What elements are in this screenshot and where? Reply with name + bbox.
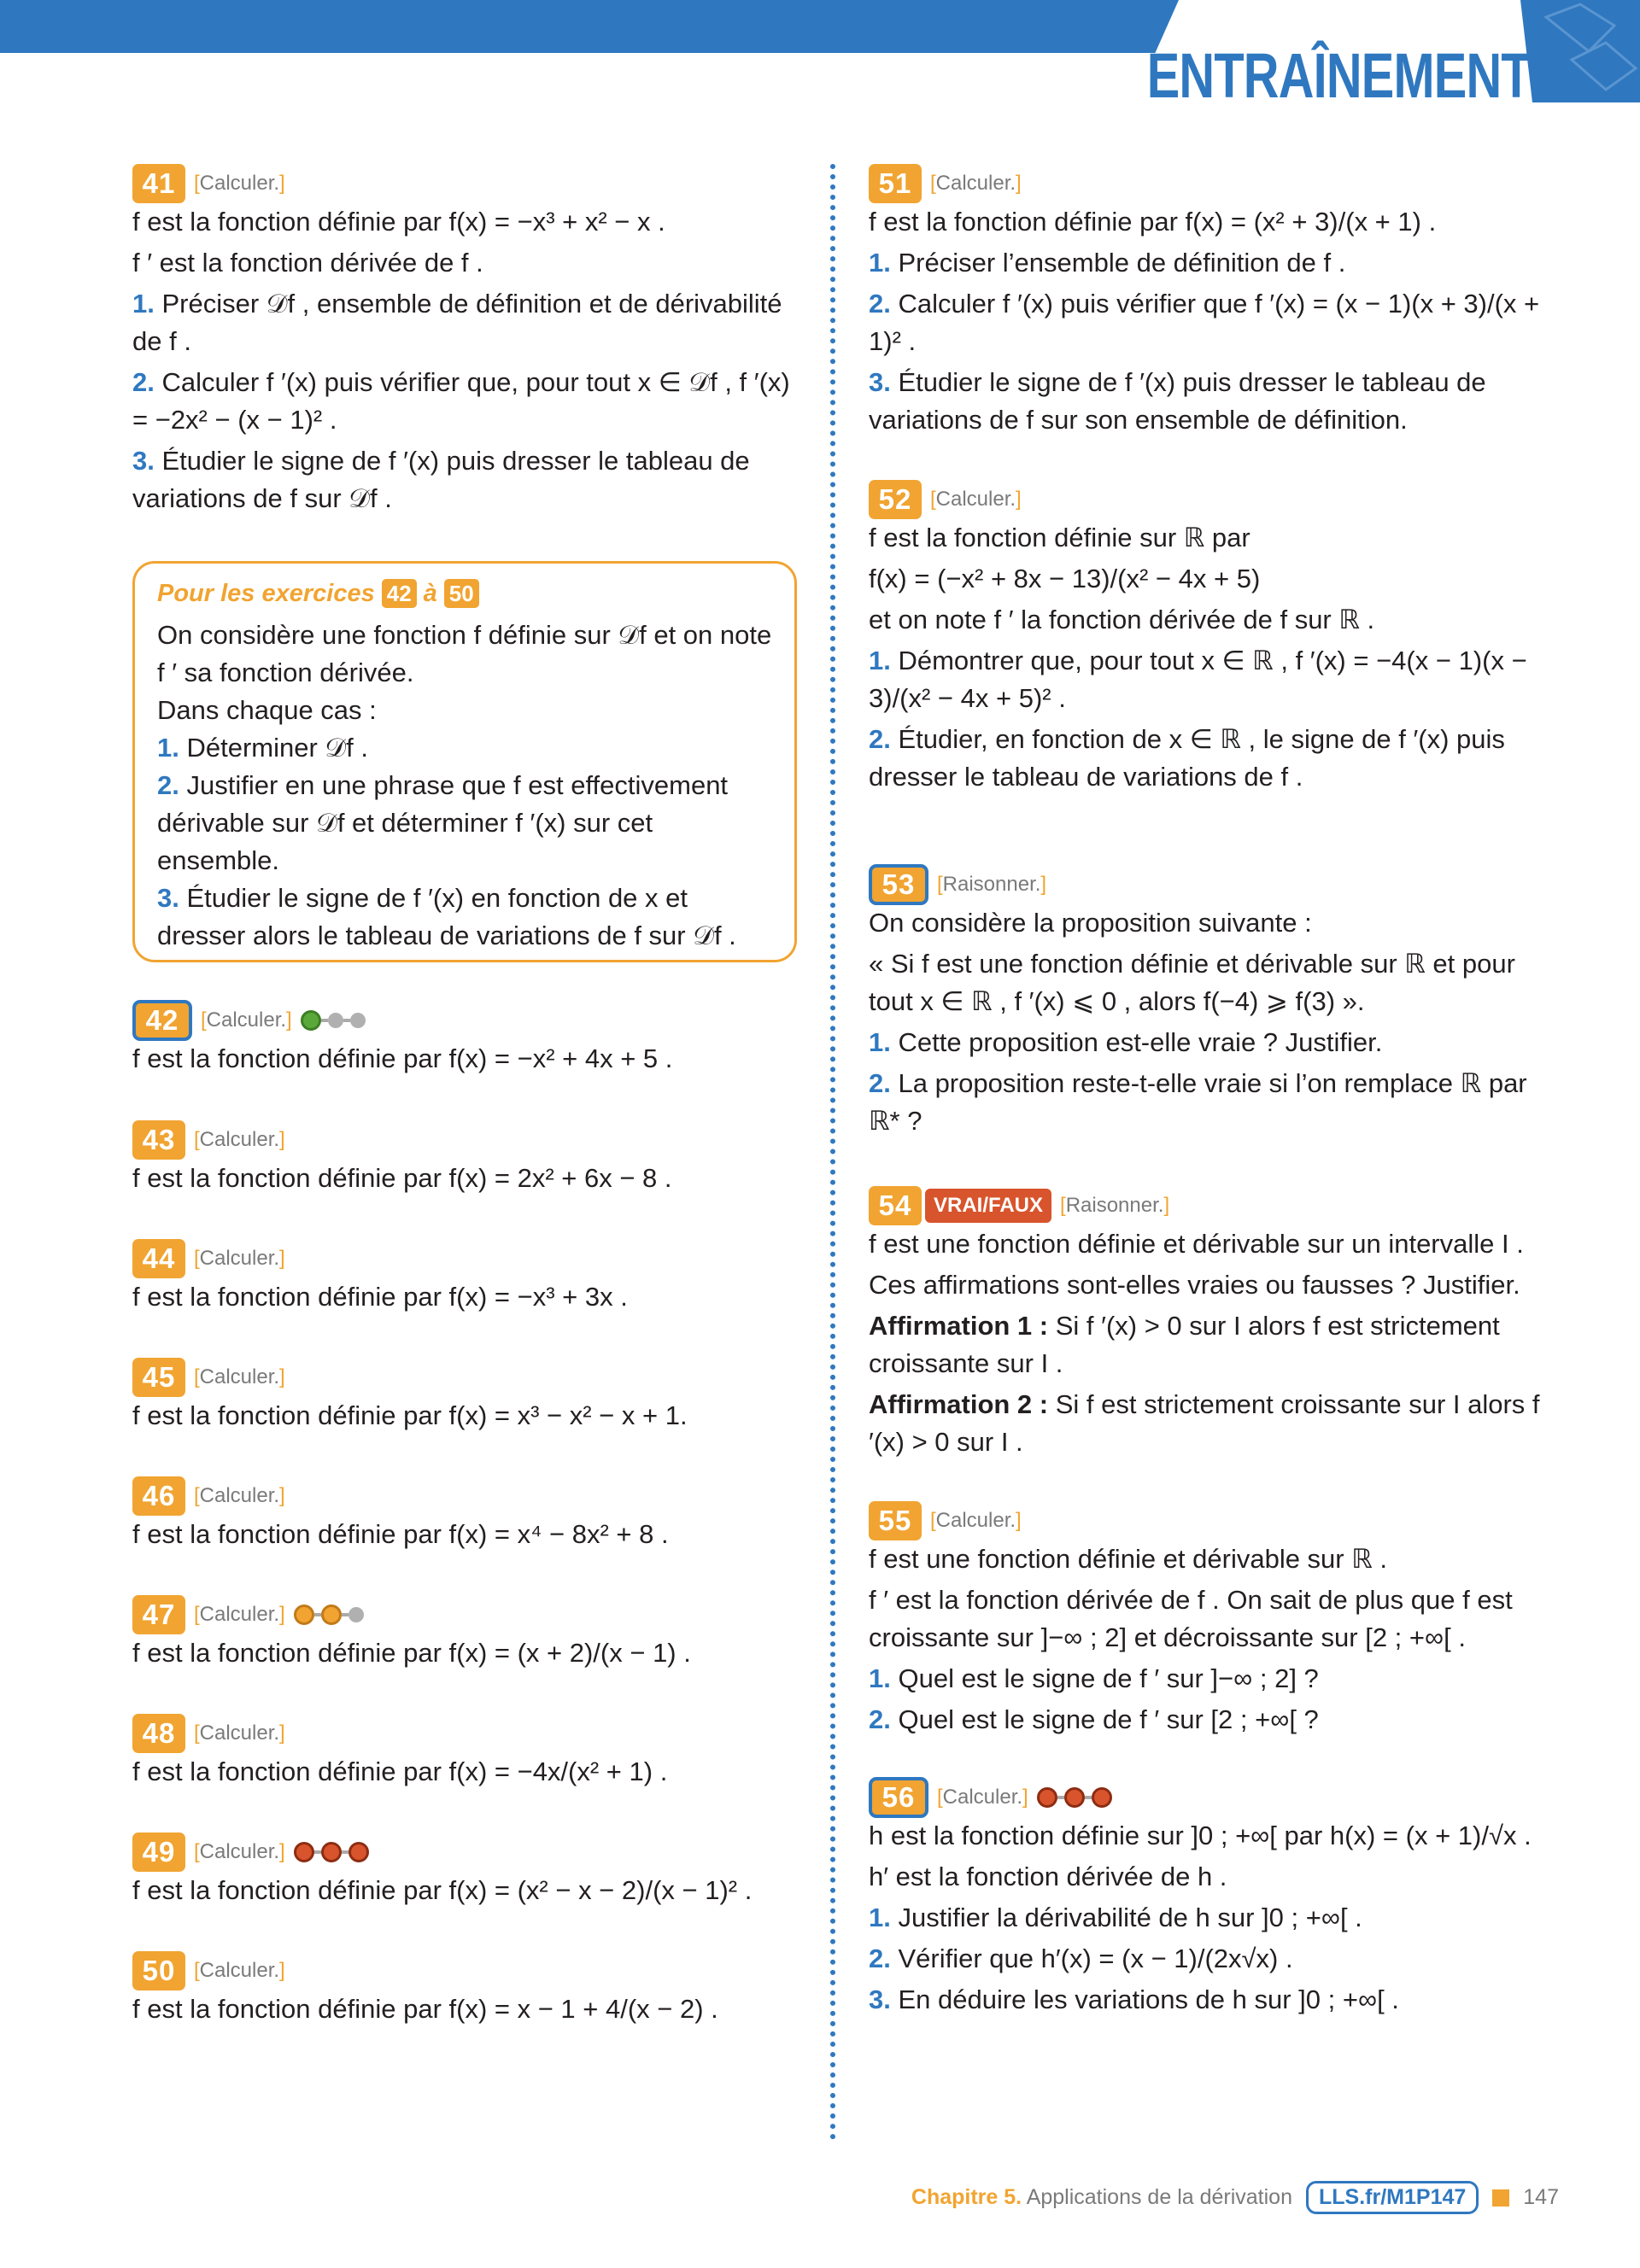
- difficulty-easy-icon: [301, 1010, 366, 1031]
- exercise-51: 51 [Calculer.] f est la fonction définie par f(x) = (x² + 3)/(x + 1) . 1. Préciser l’ensemble de définition de f . 2. Calculer f ′(x) puis vérifier que f ′(x) = (x − 1)(x + 3)/(x + 1)² . 3. Étudier le signe de f ′(x) puis dresser le tableau de variations de f sur son ensemble de définition.: [869, 164, 1543, 439]
- statement: f est la fonction définie par f(x) = −x² + 4x + 5 .: [132, 1043, 673, 1073]
- exercise-41: [132, 164, 807, 517]
- exercise-tag: [Calculer.]: [194, 172, 285, 195]
- statement: « Si f est une fonction définie et dérivable sur ℝ et pour tout x ∈ ℝ , f ′(x) ⩽ 0 , alors f(−4) ⩾ f(3) ».: [869, 949, 1515, 1016]
- exercise-number: 49: [132, 1833, 185, 1872]
- box-cases: Dans chaque cas :: [157, 695, 377, 725]
- exercise-number: 50: [132, 1951, 185, 1990]
- exercise-number: 42: [132, 1000, 192, 1041]
- question-1: 1. Démontrer que, pour tout x ∈ ℝ , f ′(x) = −4(x − 1)(x − 3)/(x² − 4x + 5)² .: [869, 646, 1527, 713]
- statement: On considère la proposition suivante :: [869, 908, 1312, 938]
- statement: f ′ est la fonction dérivée de f .: [132, 248, 483, 278]
- exercise-42: 42 [Calculer.] f est la fonction définie par f(x) = −x² + 4x + 5 .: [132, 1001, 807, 1078]
- exercise-52: 52 [Calculer.] f est la fonction définie sur ℝ par f(x) = (−x² + 8x − 13)/(x² − 4x + 5) et on note f ′ la fonction dérivée de f sur ℝ . 1. Démontrer que, pour tout x ∈ ℝ , f ′(x) = −4(x − 1)(x − 3)/(x² − 4x + 5)² . 2. Étudier, en fonction de x ∈ ℝ , le signe de f ′(x) puis dresser le tableau de variations de f .: [869, 480, 1543, 796]
- exercise-56: 56 [Calculer.] h est la fonction définie sur ]0 ; +∞[ par h(x) = (x + 1)/√x . h′ est la fonction dérivée de h . 1. Justifier la dérivabilité de h sur ]0 ; +∞[ . 2. Vérifier que h′(x) = (x − 1)/(2x√x) . 3. En déduire les variations de h sur ]0 ; +∞[ .: [869, 1778, 1543, 2019]
- page-footer: [911, 2181, 1559, 2214]
- question-3: 3. Étudier le signe de f ′(x) puis dresser le tableau de variations de f sur son ensemble de définition.: [869, 367, 1486, 435]
- statement: f ′ est la fonction dérivée de f . On sait de plus que f est croissante sur ]−∞ ; 2] et décroissante sur [2 ; +∞[ .: [869, 1585, 1513, 1652]
- exercise-48: 48 [Calculer.] f est la fonction définie par f(x) = −4x/(x² + 1) .: [132, 1714, 807, 1791]
- statement: f est la fonction définie par f(x) = (x² − x − 2)/(x − 1)² .: [132, 1875, 753, 1905]
- statement: f est la fonction définie par f(x) = 2x² + 6x − 8 .: [132, 1163, 672, 1193]
- question-1: 1. Préciser l’ensemble de définition de f .: [869, 248, 1346, 278]
- exercise-number: 46: [132, 1476, 185, 1516]
- statement: f est la fonction définie par f(x) = (x + 2)/(x − 1) .: [132, 1638, 691, 1668]
- difficulty-hard-icon: [294, 1842, 369, 1862]
- box-title: Pour les exercices 42 à 50: [157, 579, 772, 608]
- exercise-49: 49 [Calculer.] f est la fonction définie par f(x) = (x² − x − 2)/(x − 1)² .: [132, 1833, 807, 1909]
- chapter-name: Applications de la dérivation: [1026, 2185, 1292, 2209]
- top-band: [0, 0, 1179, 53]
- exercise-number: 47: [132, 1595, 185, 1634]
- question-1: 1. Cette proposition est-elle vraie ? Justifier.: [869, 1027, 1383, 1057]
- exercise-number: 41: [132, 164, 185, 203]
- question-2: 2. Quel est le signe de f ′ sur [2 ; +∞[ ?: [869, 1704, 1319, 1734]
- question-3: 3. En déduire les variations de h sur ]0 ; +∞[ .: [869, 1984, 1399, 2014]
- exercise-47: 47 [Calculer.] f est la fonction définie par f(x) = (x + 2)/(x − 1) .: [132, 1595, 807, 1672]
- statement: Ces affirmations sont-elles vraies ou fausses ? Justifier.: [869, 1270, 1520, 1300]
- chapter-number: Chapitre 5.: [911, 2185, 1022, 2209]
- difficulty-hard-icon: [1037, 1787, 1112, 1808]
- box-question-1: 1. Déterminer 𝒟f .: [157, 733, 368, 763]
- statement: f est la fonction définie par f(x) = −x³ + 3x .: [132, 1282, 628, 1312]
- exercise-number: 51: [869, 164, 922, 203]
- corner-pattern: [1520, 0, 1640, 102]
- box-intro: On considère une fonction f définie sur 𝒟f et on note f ′ sa fonction dérivée.: [157, 620, 772, 687]
- statement: f est la fonction définie par f(x) = x³ − x² − x + 1.: [132, 1400, 688, 1430]
- difficulty-medium-icon: [294, 1605, 364, 1625]
- statement: f est la fonction définie par f(x) = −x³ + x² − x .: [132, 207, 665, 237]
- exercise-50: 50 [Calculer.] f est la fonction définie par f(x) = x − 1 + 4/(x − 2) .: [132, 1951, 807, 2028]
- statement: h est la fonction définie sur ]0 ; +∞[ par h(x) = (x + 1)/√x .: [869, 1821, 1532, 1850]
- exercise-number: 53: [869, 864, 928, 905]
- exercise-number: 45: [132, 1358, 185, 1397]
- page-number: 147: [1523, 2185, 1559, 2209]
- exercise-number: 54: [869, 1186, 922, 1225]
- instructions-box: [132, 561, 797, 962]
- statement: f est la fonction définie sur ℝ par: [869, 523, 1250, 552]
- exercise-number: 52: [869, 480, 922, 519]
- statement: f est une fonction définie et dérivable sur un intervalle I .: [869, 1229, 1524, 1259]
- statement: h′ est la fonction dérivée de h .: [869, 1862, 1227, 1891]
- question-1: 1. Justifier la dérivabilité de h sur ]0 ; +∞[ .: [869, 1903, 1362, 1932]
- exercise-44: 44 [Calculer.] f est la fonction définie par f(x) = −x³ + 3x .: [132, 1239, 807, 1316]
- question-2: 2. Calculer f ′(x) puis vérifier que f ′(x) = (x − 1)(x + 3)/(x + 1)² .: [869, 289, 1540, 356]
- statement: f(x) = (−x² + 8x − 13)/(x² − 4x + 5): [869, 564, 1261, 593]
- box-question-2: 2. Justifier en une phrase que f est effectivement dérivable sur 𝒟f et déterminer f ′(x) sur cet ensemble.: [157, 770, 729, 875]
- exercise-43: 43 [Calculer.] f est la fonction définie par f(x) = 2x² + 6x − 8 .: [132, 1120, 807, 1197]
- question-2: 2. Étudier, en fonction de x ∈ ℝ , le signe de f ′(x) puis dresser le tableau de variations de f .: [869, 724, 1505, 792]
- affirmation-2: Affirmation 2 : Si f est strictement croissante sur I alors f ′(x) > 0 sur I .: [869, 1389, 1540, 1457]
- question-1: 1. Préciser 𝒟f , ensemble de définition et de dérivabilité de f .: [132, 289, 782, 356]
- statement: f est la fonction définie par f(x) = −4x/(x² + 1) .: [132, 1757, 668, 1786]
- true-false-badge: VRAI/FAUX: [925, 1189, 1051, 1223]
- affirmation-1: Affirmation 1 : Si f ′(x) > 0 sur I alors f est strictement croissante sur I .: [869, 1311, 1500, 1378]
- question-2: 2. La proposition reste-t-elle vraie si l’on remplace ℝ par ℝ* ?: [869, 1068, 1527, 1136]
- statement: f est une fonction définie et dérivable sur ℝ .: [869, 1544, 1388, 1574]
- exercise-number: 48: [132, 1714, 185, 1753]
- section-title: ENTRAÎNEMENT: [1146, 40, 1531, 111]
- question-2: 2. Calculer f ′(x) puis vérifier que, pour tout x ∈ 𝒟f , f ′(x) = −2x² − (x − 1)² .: [132, 367, 790, 435]
- exercise-55: 55 [Calculer.] f est une fonction définie et dérivable sur ℝ . f ′ est la fonction dérivée de f . On sait de plus que f est croissante sur ]−∞ ; 2] et décroissante sur [2 ; +∞[ . 1. Quel est le signe de f ′ sur ]−∞ ; 2] ? 2. Quel est le signe de f ′ sur [2 ; +∞[ ?: [869, 1501, 1543, 1739]
- statement: f est la fonction définie par f(x) = (x² + 3)/(x + 1) .: [869, 207, 1437, 237]
- corner-decoration: [1520, 0, 1640, 102]
- statement: et on note f ′ la fonction dérivée de f sur ℝ .: [869, 605, 1375, 634]
- exercise-53: 53 [Raisonner.] On considère la proposition suivante : « Si f est une fonction définie et dérivable sur ℝ et pour tout x ∈ ℝ , f ′(x) ⩽ 0 , alors f(−4) ⩾ f(3) ». 1. Cette proposition est-elle vraie ? Justifier. 2. La proposition reste-t-elle vraie si l’on remplace ℝ par ℝ* ?: [869, 865, 1543, 1140]
- question-1: 1. Quel est le signe de f ′ sur ]−∞ ; 2] ?: [869, 1663, 1319, 1693]
- statement: f est la fonction définie par f(x) = x − 1 + 4/(x − 2) .: [132, 1994, 718, 2024]
- question-3: 3. Étudier le signe de f ′(x) puis dresser le tableau de variations de f sur 𝒟f .: [132, 446, 750, 513]
- exercise-number: 44: [132, 1239, 185, 1278]
- exercise-number: 55: [869, 1501, 922, 1540]
- exercise-46: 46 [Calculer.] f est la fonction définie par f(x) = x⁴ − 8x² + 8 .: [132, 1476, 807, 1553]
- resource-link[interactable]: LLS.fr/M1P147: [1306, 2181, 1479, 2214]
- square-icon: [1492, 2189, 1509, 2207]
- box-question-3: 3. Étudier le signe de f ′(x) en fonction de x et dresser alors le tableau de variations de f sur 𝒟f .: [157, 883, 736, 950]
- exercise-number: 56: [869, 1777, 928, 1818]
- question-2: 2. Vérifier que h′(x) = (x − 1)/(2x√x) .: [869, 1944, 1293, 1973]
- exercise-45: 45 [Calculer.] f est la fonction définie par f(x) = x³ − x² − x + 1.: [132, 1358, 807, 1435]
- exercise-number: 43: [132, 1120, 185, 1160]
- column-divider: [830, 164, 835, 2141]
- exercise-54: 54 VRAI/FAUX [Raisonner.] f est une fonction définie et dérivable sur un intervalle I . Ces affirmations sont-elles vraies ou fausses ? Justifier. Affirmation 1 : Si f ′(x) > 0 sur I alors f est strictement croissante sur I . Affirmation 2 : Si f est strictement croissante sur I alors f ′(x) > 0 sur I .: [869, 1186, 1543, 1461]
- statement: f est la fonction définie par f(x) = x⁴ − 8x² + 8 .: [132, 1519, 669, 1549]
